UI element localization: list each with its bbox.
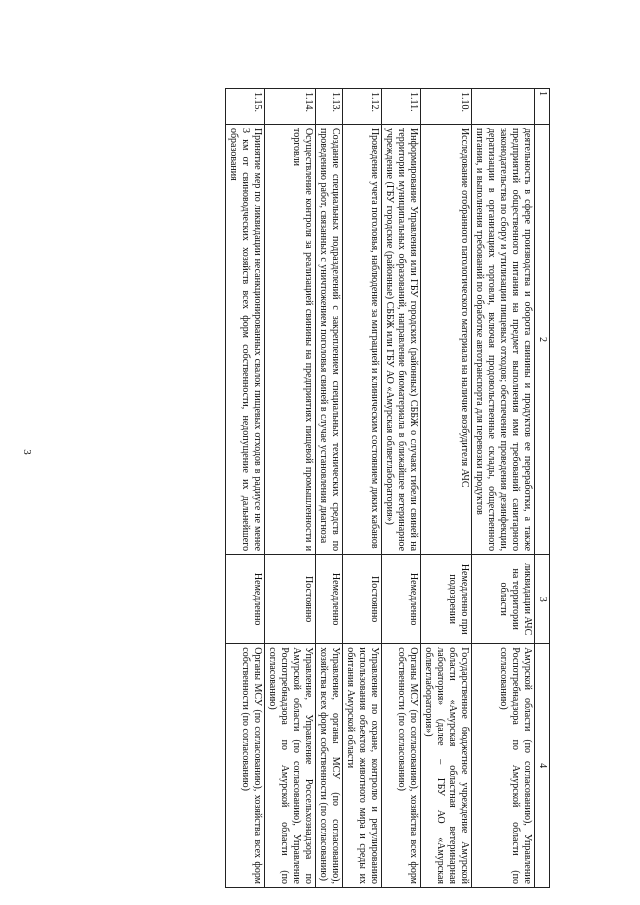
- row-measure: Создание специальных подразделений с закреплением специальных технических средств по проведению работ, связанных с уничтожением поголовья свиней в случае установления диагноза: [316, 124, 343, 554]
- table-row: [382, 89, 421, 888]
- rotated-page-content: [90, 88, 550, 888]
- row-measure: Информирование Управления или ГБУ городских (районных) СББЖ о случаях гибели свиней на территории муниципальных образований, направление биоматериала в ближайшее ветеринарное учреждение (ГБУ городские (районные) СББЖ или ГБУ АО «Амурская облветлаборатория»): [382, 124, 421, 554]
- row-responsible: Государственное бюджетное учреждение Амурской области «Амурская областная ветеринарная лаборатория» (далее – ГБУ АО «Амурская облветлаборатория»): [421, 644, 472, 888]
- row-responsible: Управление по охране, контролю и регулированию использования объектов животного мира и среды их обитания Амурской области: [343, 644, 382, 888]
- row-measure: деятельность в сфере производства и оборота свинины и продуктов ее переработки, а также предприятий общественного питания на предмет выполнения ими требований санитарного законодательства по сбору и утилизации пищевых отходов; обеспечение проведения дезинфекции, дератизации в организациях торговли, включая продовольственные склады, общественного питания, и выполнения требований по обработке автотранспорта для перевозки продуктов: [472, 124, 535, 554]
- row-measure: Осуществление контроля за реализацией свинины на предприятиях пищевой промышленности и торговли: [265, 124, 316, 554]
- page-number: 3: [20, 449, 33, 455]
- row-term: Немедленно при подозрении: [421, 555, 472, 644]
- row-number: 1.10.: [421, 89, 472, 125]
- table-row: [226, 89, 265, 888]
- row-measure: Исследование отобранного патологического материала на наличие возбудителя АЧС: [421, 124, 472, 554]
- table-row: [343, 89, 382, 888]
- column-header-2: 2: [535, 124, 550, 554]
- row-measure: Проведение учета поголовья, наблюдение за миграцией и клиническим состоянием диких кабанов: [343, 124, 382, 554]
- row-measure: Принятие мер по ликвидации несанкционированных свалок пищевых отходов в радиусе не менее 3 км от свиноводческих хозяйств всех форм собственности, недопущение их дальнейшего образования: [226, 124, 265, 554]
- row-responsible: Органы МСУ (по согласованию), хозяйства всех форм собственности (по согласованию): [382, 644, 421, 888]
- row-number: [472, 89, 535, 125]
- table-row: [265, 89, 316, 888]
- row-term: ликвидации АЧС на территории области: [472, 555, 535, 644]
- table-row: [421, 89, 472, 888]
- row-term: Постоянно: [265, 555, 316, 644]
- row-number: 1.12.: [343, 89, 382, 125]
- measures-table: [225, 88, 550, 888]
- column-header-1: 1: [535, 89, 550, 125]
- row-number: 1.13.: [316, 89, 343, 125]
- table-row: [316, 89, 343, 888]
- column-header-4: 4: [535, 644, 550, 888]
- row-responsible: Амурской области (по согласованию), Управление Роспотребнадзора по Амурской области (по согласованию): [472, 644, 535, 888]
- row-term: Немедленно: [382, 555, 421, 644]
- row-number: 1.11.: [382, 89, 421, 125]
- row-term: Постоянно: [343, 555, 382, 644]
- table-row: [472, 89, 535, 888]
- column-header-3: 3: [535, 555, 550, 644]
- row-responsible: Органы МСУ (по согласованию), хозяйства всех форм собственности (по согласованию): [226, 644, 265, 888]
- table-header-row: [535, 89, 550, 888]
- row-number: 1.15.: [226, 89, 265, 125]
- row-term: Немедленно: [316, 555, 343, 644]
- row-responsible: Управление, органы МСУ (по согласованию), хозяйства всех форм собственности (по согласованию): [316, 644, 343, 888]
- row-responsible: Управление, Управление Россельхознадзора по Амурской области (по согласованию), Управление Роспотребнадзора по Амурской области (по согласованию): [265, 644, 316, 888]
- row-number: 1.14.: [265, 89, 316, 125]
- row-term: Немедленно: [226, 555, 265, 644]
